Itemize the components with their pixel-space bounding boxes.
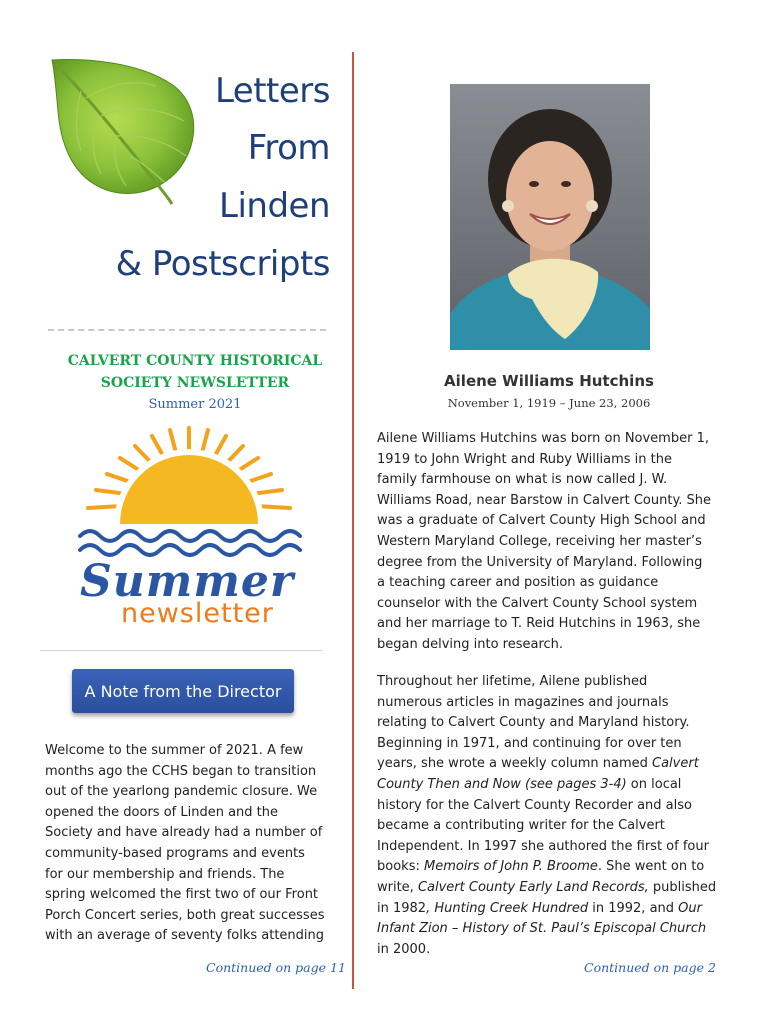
profile-line: history for the Calvert County Recorder and also: [377, 797, 692, 813]
left-column-rule: [40, 650, 322, 651]
profile-text: in 1982: [377, 900, 427, 916]
society-name-line-1: CALVERT COUNTY HISTORICAL: [67, 353, 323, 369]
profile-text: books:: [377, 859, 424, 875]
continued-page-11-link[interactable]: Continued on page 11: [206, 960, 346, 975]
director-note-line: months ago the CCHS began to transition: [45, 763, 317, 779]
profile-paragraph-1: [377, 429, 732, 656]
profile-line: relating to Calvert County and Maryland history.: [377, 715, 690, 731]
profile-line: [377, 919, 732, 940]
masthead-title-line-4: & Postscripts: [115, 244, 330, 284]
book-title: Infant Zion – History of St. Paul’s Episcopal Church: [377, 921, 707, 937]
director-note-line: for our membership and friends. The: [45, 866, 285, 882]
profile-text: on local: [626, 776, 682, 792]
book-title: Our: [678, 900, 702, 916]
director-note-text: [45, 741, 330, 947]
profile-line: Throughout her lifetime, Ailene published: [377, 674, 648, 689]
profile-line: 1919 to John Wright and Ruby Williams in the: [377, 451, 672, 467]
profile-line: Independent. In 1997 she authored the first of four: [377, 838, 709, 854]
column-title: County Then and Now (see pages 3-4): [377, 776, 627, 792]
director-note-line: out of the yearlong pandemic closure. We: [45, 784, 318, 800]
profile-text: . She went on to: [597, 859, 705, 875]
book-title: , Hunting Creek Hundred: [426, 900, 589, 916]
book-title: Memoirs of John P. Broome: [423, 859, 598, 875]
masthead-title-line-3: Linden: [219, 186, 330, 226]
profile-line: [377, 857, 732, 878]
society-name-line-2: SOCIETY NEWSLETTER: [100, 375, 290, 391]
profile-line: [377, 899, 732, 920]
director-note-line: spring welcomed the first two of our Front: [45, 887, 319, 903]
profile-line: [377, 775, 732, 796]
profile-line: Ailene Williams Hutchins was born on November 1,: [377, 431, 709, 446]
profile-line: [377, 878, 732, 899]
director-note-line: Society and have already had a number of: [45, 825, 323, 841]
summer-wordmark: Summer: [80, 556, 295, 607]
summer-sun-icon: [74, 424, 304, 564]
profile-line: counselor with the Calvert County School system: [377, 595, 698, 611]
profile-dates: November 1, 1919 – June 23, 2006: [447, 396, 651, 410]
director-note-line: with an average of seventy folks attending: [45, 928, 325, 944]
note-from-director-button[interactable]: A Note from the Director: [72, 669, 294, 713]
book-title: Calvert County Early Land Records,: [417, 879, 649, 895]
profile-line: family farmhouse on what is now called J. W.: [377, 472, 668, 488]
profile-line: Beginning in 1971, and continuing for over ten: [377, 735, 682, 751]
profile-text: write,: [377, 879, 418, 895]
column-title: Calvert: [652, 756, 699, 772]
profile-text: in 1992, and: [588, 900, 679, 916]
profile-line: and her marriage to T. Reid Hutchins in 1963, she: [377, 616, 701, 632]
profile-name: Ailene Williams Hutchins: [444, 372, 654, 390]
continued-page-2-link[interactable]: Continued on page 2: [584, 960, 716, 975]
profile-line: [377, 754, 732, 775]
profile-line: in 2000.: [377, 941, 431, 957]
newsletter-wordmark: newsletter: [121, 598, 274, 629]
profile-line: degree from the University of Maryland. Following: [377, 554, 703, 570]
profile-paragraph-2: [377, 672, 732, 960]
masthead-divider: [48, 329, 326, 331]
issue-season: Summer 2021: [148, 397, 242, 412]
column-divider: [352, 52, 354, 989]
profile-line: numerous articles in magazines and journals: [377, 694, 669, 710]
profile-line: a teaching career and position as guidance: [377, 575, 659, 591]
profile-line: Williams Road, near Barstow in Calvert County. She: [377, 492, 712, 508]
director-note-line: Welcome to the summer of 2021. A few: [45, 743, 304, 758]
profile-line: began delving into research.: [377, 636, 564, 652]
masthead-title-line-1: Letters: [214, 71, 330, 111]
profile-text: published: [648, 879, 717, 895]
profile-line: became a contributing writer for the Calvert: [377, 818, 665, 834]
director-note-line: community-based programs and events: [45, 845, 305, 861]
profile-text: years, she wrote a weekly column named: [377, 756, 652, 772]
profile-line: was a graduate of Calvert County High School and: [377, 513, 706, 529]
linden-leaf-icon: [46, 56, 206, 206]
director-note-line: Porch Concert series, both great successes: [45, 907, 325, 923]
ailene-hutchins-portrait: [450, 84, 650, 350]
masthead-title-line-2: From: [247, 128, 330, 168]
profile-line: Western Maryland College, receiving her master’s: [377, 533, 702, 549]
director-note-line: opened the doors of Linden and the: [45, 804, 279, 820]
